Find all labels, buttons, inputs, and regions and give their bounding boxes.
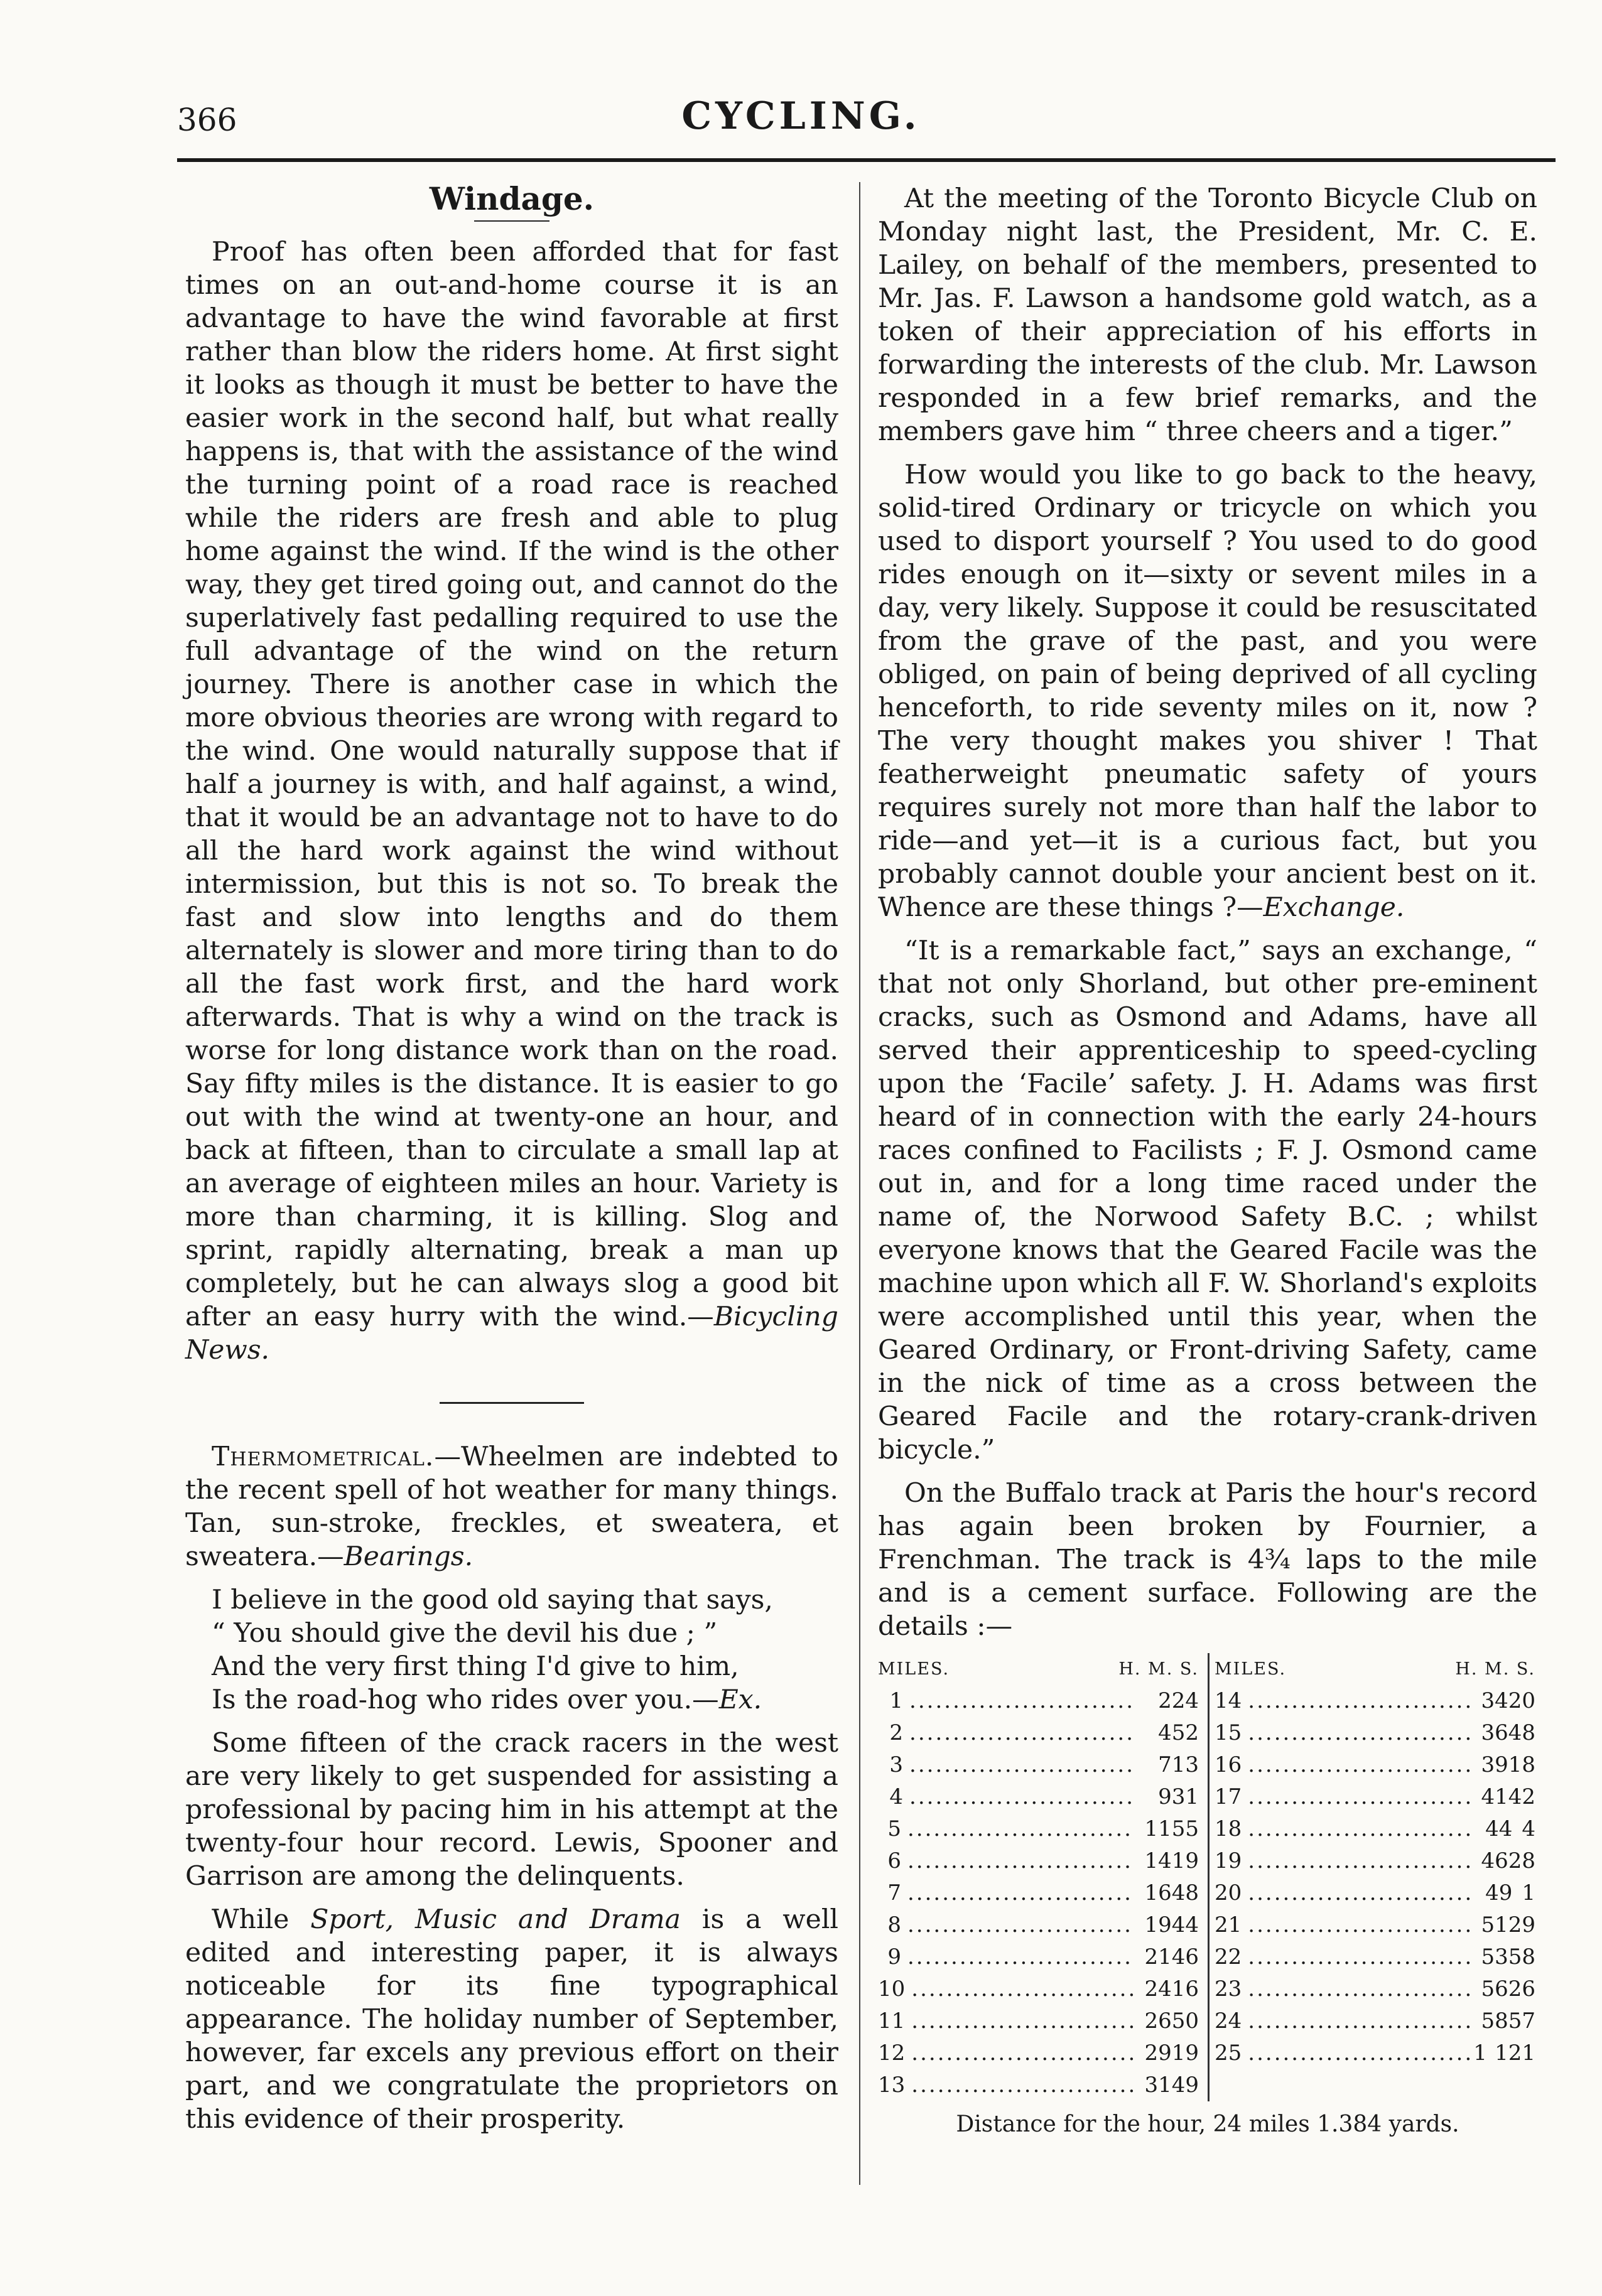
crack-racers-paragraph: Some fifteen of the crack racers in the west are very likely to get suspended for assisting a professional by pacing him in his attempt at the twenty-four hour record. Lewis, Spooner and Garrison are among the delinquents. xyxy=(185,1728,838,1892)
minutes-cell: 49 xyxy=(1485,1880,1513,1905)
minutes-cell: 14 xyxy=(1144,1848,1172,1873)
details-left-column xyxy=(878,1653,1208,2101)
mile-cell: 5 xyxy=(887,1816,901,1841)
seconds-cell: 52 xyxy=(1171,1720,1199,1745)
leader-dots: .......................... xyxy=(909,1688,1135,1713)
leader-dots: .......................... xyxy=(911,2040,1137,2066)
seconds-cell: 28 xyxy=(1508,1848,1535,1873)
minutes-cell: 29 xyxy=(1144,2040,1172,2066)
leader-dots: .......................... xyxy=(909,1784,1135,1809)
seconds-cell: 58 xyxy=(1508,1944,1535,1970)
header-hms: H. M. S. xyxy=(1455,1659,1535,1679)
seconds-cell: 44 xyxy=(1171,1912,1199,1938)
minutes-cell: 19 xyxy=(1144,1912,1172,1938)
leader-dots: .......................... xyxy=(1248,1944,1474,1970)
leader-dots: .......................... xyxy=(907,1880,1133,1905)
leader-dots: .......................... xyxy=(1248,1784,1474,1809)
column-divider xyxy=(859,182,860,2185)
verse-line-last xyxy=(185,1683,838,1717)
seconds-cell: 31 xyxy=(1171,1784,1199,1809)
mile-cell: 12 xyxy=(878,2040,906,2066)
table-row xyxy=(1215,1909,1544,1941)
details-header xyxy=(1215,1653,1544,1685)
minutes-cell: 44 xyxy=(1485,1816,1513,1841)
leader-dots: .......................... xyxy=(1248,1976,1474,2002)
verse-line: “ You should give the devil his due ; ” xyxy=(212,1618,718,1649)
verse xyxy=(185,1583,838,1717)
minutes-cell: 34 xyxy=(1481,1688,1508,1713)
table-row xyxy=(1215,1845,1544,1877)
minutes-cell: 31 xyxy=(1144,2072,1172,2098)
mile-cell: 15 xyxy=(1215,1720,1242,1745)
seconds-cell: 26 xyxy=(1508,1976,1535,2002)
header-miles: MILES. xyxy=(878,1659,950,1679)
details-right-column xyxy=(1208,1653,1544,2101)
toronto-paragraph: At the meeting of the Toronto Bicycle Club on Monday night last, the President, Mr. C. E. Lailey, on behalf of the members, presented to Mr. Jas. F. Lawson a handsome gold watch, as a token of their appreciation of his efforts in forwarding the interests of the club. Mr. Lawson responded in a few brief remarks, and the members gave him “ three cheers and a tiger.” xyxy=(878,183,1537,447)
leader-dots: .......................... xyxy=(907,1848,1133,1873)
mile-cell: 13 xyxy=(878,2072,906,2098)
mile-cell: 21 xyxy=(1215,1912,1242,1938)
article-title-windage: Windage. xyxy=(429,180,595,217)
table-row xyxy=(1215,1781,1544,1813)
seconds-cell: 48 xyxy=(1508,1720,1535,1745)
table-row xyxy=(878,1685,1208,1717)
leader-dots: .......................... xyxy=(1248,2040,1474,2066)
section-divider xyxy=(440,1402,584,1404)
leader-dots: .......................... xyxy=(1248,1848,1474,1873)
leader-dots: .......................... xyxy=(1248,1720,1474,1745)
mile-cell: 22 xyxy=(1215,1944,1242,1970)
leader-dots: .......................... xyxy=(1248,1912,1474,1938)
minutes-cell: 11 xyxy=(1144,1816,1172,1841)
mile-cell: 3 xyxy=(889,1752,904,1777)
minutes-cell: 24 xyxy=(1144,1976,1172,2002)
minutes-cell: 56 xyxy=(1481,1976,1508,2002)
buffalo-paragraph: On the Buffalo track at Paris the hour's record has again been broken by Fournier, a Frenchman. The track is 4¾ laps to the mile and is a cement surface. Following are the details :— xyxy=(878,1478,1537,1642)
table-row xyxy=(1215,1941,1544,1973)
mile-cell: 24 xyxy=(1215,2008,1242,2034)
leader-dots: .......................... xyxy=(1248,1816,1474,1841)
thermometrical-lead: Thermometrical. xyxy=(212,1442,435,1472)
minutes-cell: 53 xyxy=(1481,1944,1508,1970)
right-column xyxy=(878,182,1537,2141)
seconds-cell: 49 xyxy=(1171,2072,1199,2098)
verse-line: I believe in the good old saying that says, xyxy=(212,1585,773,1615)
sport-music-paper: Sport, Music and Drama xyxy=(310,1904,681,1935)
header-hms: H. M. S. xyxy=(1118,1659,1199,1679)
leader-dots: .......................... xyxy=(911,2008,1137,2034)
verse-source: Ex. xyxy=(718,1684,762,1715)
minutes-cell: 36 xyxy=(1481,1720,1508,1745)
leader-dots: .......................... xyxy=(1248,1752,1474,1777)
seconds-cell: 4 xyxy=(1522,1816,1535,1841)
mile-cell: 6 xyxy=(887,1848,901,1873)
minutes-cell: 9 xyxy=(1158,1784,1172,1809)
mile-cell: 7 xyxy=(887,1880,901,1905)
minutes-cell: 21 xyxy=(1144,1944,1172,1970)
mile-cell: 10 xyxy=(878,1976,906,2002)
seconds-cell: 16 xyxy=(1171,1976,1199,2002)
windage-body: Proof has often been afforded that for fast times on an out-and-home course it is an advantage to have the wind favorable at first rather than blow the riders home. At first sight it looks as though it must be better to have the easier work in the second half, but what really happens is, that with the assistance of the wind the turning point of a road race is reached while the riders are fresh and able to plug home against the wind. If the wind is the other way, they get tired going out, and cannot do the superlatively fast pedalling required to use the full advantage of the wind on the return journey. There is another case in which the more obvious theories are wrong with regard to the wind. One would naturally suppose that if half a journey is with, and half against, a wind, that it would be an advantage not to have to do all the hard work against the wind without intermission, but this is not so. To break the fast and slow into lengths and do them alternately is slower and more tiring than to do all the fast work first, and the hard work afterwards. That is why a wind on the track is worse for long distance work than on the road. Say fifty miles is the distance. It is easier to go out with the wind at twenty-one an hour, and back at fifteen, than to circulate a small lap at an average of eighteen miles an hour. Variety is more than charming, it is killing. Slog and sprint, rapidly alternating, break a man up completely, but he can always slog a good bit after an easy hurry with the wind.— xyxy=(185,237,838,1332)
table-row xyxy=(1215,1877,1544,1909)
table-row xyxy=(878,2005,1208,2037)
seconds-cell: 19 xyxy=(1171,2040,1199,2066)
details-header xyxy=(878,1653,1208,1685)
seconds-cell: 46 xyxy=(1171,1944,1199,1970)
leader-dots: .......................... xyxy=(909,1720,1135,1745)
mile-cell: 16 xyxy=(1215,1752,1242,1777)
table-row xyxy=(1215,2005,1544,2037)
details-footer: Distance for the hour, 24 miles 1.384 yards. xyxy=(956,2111,1459,2137)
title-rule xyxy=(474,220,549,222)
mile-cell: 9 xyxy=(887,1944,901,1970)
sport-music-before: While xyxy=(212,1904,311,1935)
minutes-cell: 16 xyxy=(1144,1880,1172,1905)
mile-cell: 25 xyxy=(1215,2040,1242,2066)
seconds-cell: 42 xyxy=(1508,1784,1535,1809)
minutes-cell: 41 xyxy=(1481,1784,1508,1809)
ordinary-paragraph xyxy=(878,458,1537,924)
table-row xyxy=(1215,1813,1544,1845)
leader-dots: .......................... xyxy=(911,1976,1137,2002)
table-row xyxy=(878,2069,1208,2101)
thermometrical-source: Bearings. xyxy=(344,1541,474,1572)
seconds-cell: 57 xyxy=(1508,2008,1535,2034)
left-column xyxy=(185,182,838,2146)
table-row xyxy=(1215,2037,1544,2069)
leader-dots: .......................... xyxy=(1248,2008,1474,2034)
ordinary-source: Exchange. xyxy=(1263,892,1405,923)
table-row xyxy=(1215,1685,1544,1717)
header-rule xyxy=(177,158,1556,162)
mile-cell: 14 xyxy=(1215,1688,1242,1713)
table-row xyxy=(878,1749,1208,1781)
minutes-cell: 58 xyxy=(1481,2008,1508,2034)
mile-cell: 4 xyxy=(889,1784,904,1809)
details-table xyxy=(878,1653,1537,2101)
seconds-cell: 20 xyxy=(1508,1688,1535,1713)
minutes-cell: 4 xyxy=(1158,1720,1172,1745)
table-row xyxy=(878,1717,1208,1749)
mile-cell: 23 xyxy=(1215,1976,1242,2002)
windage-paragraph xyxy=(185,235,838,1367)
mile-cell: 2 xyxy=(889,1720,904,1745)
minutes-cell: 51 xyxy=(1481,1912,1508,1938)
table-row xyxy=(1215,1717,1544,1749)
seconds-cell: 48 xyxy=(1171,1880,1199,1905)
table-row xyxy=(878,1909,1208,1941)
table-row xyxy=(878,1781,1208,1813)
table-row xyxy=(1215,1973,1544,2005)
seconds-cell: 21 xyxy=(1508,2040,1535,2066)
mile-cell: 17 xyxy=(1215,1784,1242,1809)
seconds-cell: 13 xyxy=(1171,1752,1199,1777)
seconds-cell: 24 xyxy=(1171,1688,1199,1713)
table-row xyxy=(878,1813,1208,1845)
seconds-cell: 19 xyxy=(1171,1848,1199,1873)
table-row xyxy=(878,1941,1208,1973)
seconds-cell: 50 xyxy=(1171,2008,1199,2034)
minutes-cell: 26 xyxy=(1144,2008,1172,2034)
leader-dots: .......................... xyxy=(907,1944,1133,1970)
table-row xyxy=(878,1845,1208,1877)
running-head: CYCLING. xyxy=(681,94,921,138)
header-miles: MILES. xyxy=(1215,1659,1287,1679)
seconds-cell: 1 xyxy=(1522,1880,1535,1905)
table-row xyxy=(878,1973,1208,2005)
table-row xyxy=(878,2037,1208,2069)
table-row xyxy=(878,1877,1208,1909)
leader-dots: .......................... xyxy=(907,1816,1133,1841)
leader-dots: .......................... xyxy=(907,1912,1133,1938)
windage-source: Bicycling News. xyxy=(185,1302,838,1366)
leader-dots: .......................... xyxy=(1248,1688,1474,1713)
sport-music-after: is a well edited and interesting paper, it is always noticeable for its fine typographical appearance. The holiday number of September, however, far excels any previous effort on their part, and we congratulate the proprietors on this evidence of their prosperity. xyxy=(185,1904,839,2135)
verse-line: And the very first thing I'd give to him, xyxy=(212,1651,739,1682)
ordinary-body: How would you like to go back to the heavy, solid-tired Ordinary or tricycle on which you used to disport yourself ? You used to do good rides enough on it—sixty or sevent miles in a day, very likely. Suppose it could be resuscitated from the grave of the past, and you were obliged, on pain of being deprived of all cycling henceforth, to ride seventy miles on it, now ? The very thought makes you shiver ! That featherweight pneumatic safety of yours requires surely not more than half the labor to ride—and yet—it is a curious fact, but you probably cannot double your ancient best on it. Whence are these things ?— xyxy=(878,460,1537,923)
thermometrical-body: —Wheelmen are indebted to the recent spell of hot weather for many things. Tan, sun-stroke, freckles, et sweatera, et sweatera.— xyxy=(185,1442,838,1572)
seconds-cell: 55 xyxy=(1171,1816,1199,1841)
seconds-cell: 29 xyxy=(1508,1912,1535,1938)
verse-last-text: Is the road-hog who rides over you.— xyxy=(212,1684,719,1715)
mile-cell: 11 xyxy=(878,2008,906,2034)
leader-dots: .......................... xyxy=(1248,1880,1474,1905)
thermometrical-paragraph xyxy=(185,1440,838,1573)
minutes-cell: 2 xyxy=(1158,1688,1172,1713)
mile-cell: 8 xyxy=(887,1912,901,1938)
sport-music-paragraph xyxy=(185,1903,838,2136)
minutes-cell: 1 xyxy=(1495,2040,1508,2066)
hours-cell: 1 xyxy=(1473,2040,1487,2066)
minutes-cell: 7 xyxy=(1158,1752,1172,1777)
leader-dots: .......................... xyxy=(911,2072,1137,2098)
leader-dots: .......................... xyxy=(909,1752,1135,1777)
mile-cell: 20 xyxy=(1215,1880,1242,1905)
facile-paragraph: “It is a remarkable fact,” says an exchange, “ that not only Shorland, but other pre-eminent cracks, such as Osmond and Adams, have all served their apprenticeship to speed-cycling upon the ‘Facile’ safety. J. H. Adams was first heard of in connection with the early 24-hours races confined to Facilists ; F. J. Osmond came out in, and for a long time raced under the name of, the Norwood Safety B.C. ; whilst everyone knows that the Geared Facile was the machine upon which all F. W. Shorland's exploits were accomplished until this year, when the Geared Ordinary, or Front-driving Safety, came in the nick of time as a cross between the Geared Facile and the rotary-crank-driven bicycle.” xyxy=(878,935,1537,1465)
mile-cell: 19 xyxy=(1215,1848,1242,1873)
table-row xyxy=(1215,1749,1544,1781)
page-number: 366 xyxy=(177,102,237,138)
minutes-cell: 39 xyxy=(1481,1752,1508,1777)
mile-cell: 18 xyxy=(1215,1816,1242,1841)
minutes-cell: 46 xyxy=(1481,1848,1508,1873)
seconds-cell: 18 xyxy=(1508,1752,1535,1777)
mile-cell: 1 xyxy=(889,1688,904,1713)
